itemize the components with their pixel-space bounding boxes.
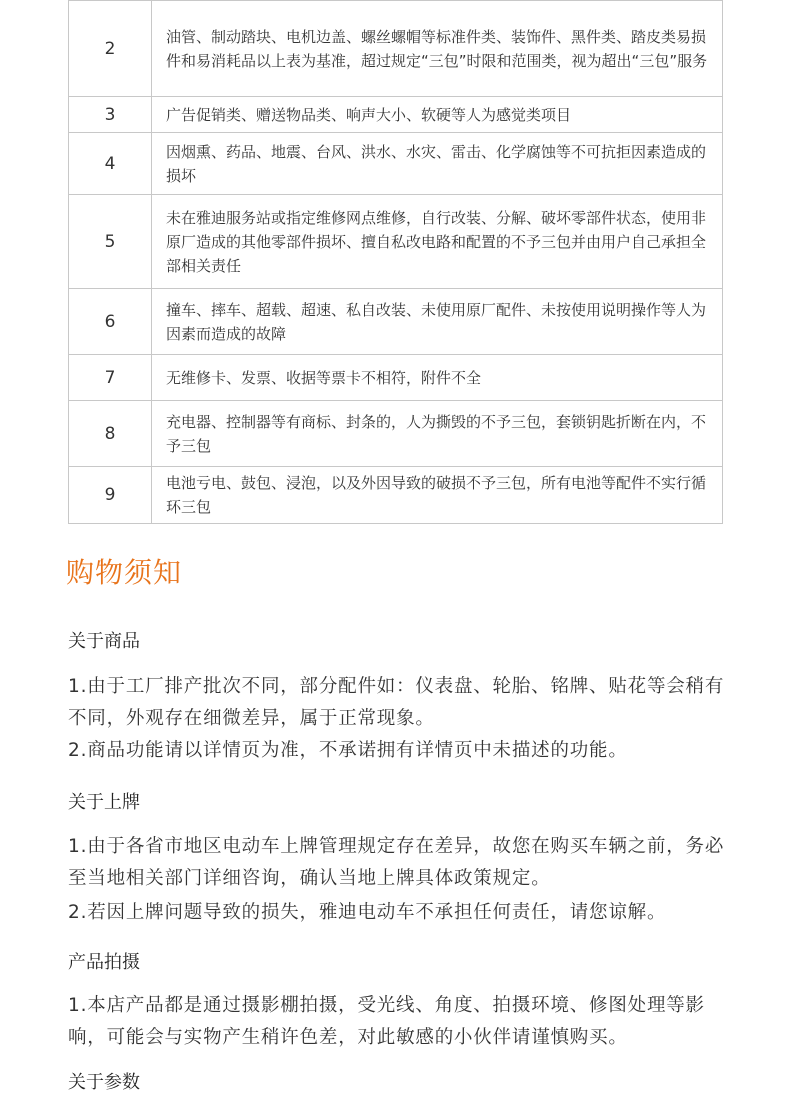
row-number: 3 bbox=[69, 97, 152, 133]
table-row bbox=[69, 195, 723, 289]
registration-note-1: 1.由于各省市地区电动车上牌管理规定存在差异，故您在购买车辆之前，务必至当地相关部门详细咨询，确认当地上牌具体政策规定。 bbox=[68, 836, 725, 889]
row-number: 9 bbox=[69, 467, 152, 524]
exclusions-table bbox=[68, 0, 723, 524]
product-note-2: 2.商品功能请以详情页为准，不承诺拥有详情页中未描述的功能。 bbox=[68, 740, 628, 761]
table-row bbox=[69, 467, 723, 524]
row-number: 8 bbox=[69, 401, 152, 467]
table-row bbox=[69, 355, 723, 401]
row-description: 因烟熏、药品、地震、台风、洪水、水灾、雷击、化学腐蚀等不可抗拒因素造成的损坏 bbox=[152, 133, 723, 195]
registration-note-2: 2.若因上牌问题导致的损失，雅迪电动车不承担任何责任，请您谅解。 bbox=[68, 902, 667, 923]
table-row bbox=[69, 133, 723, 195]
notice-heading: 购物须知 bbox=[66, 556, 183, 589]
row-description: 油管、制动踏块、电机边盖、螺丝螺帽等标准件类、装饰件、黑件类、踏皮类易损件和易消耗品以上表为基准，超过规定“三包”时限和范围类，视为超出“三包”服务 bbox=[152, 1, 723, 97]
row-description: 未在雅迪服务站或指定维修网点维修，自行改装、分解、破坏零部件状态，使用非原厂造成的其他零部件损坏、擅自私改电路和配置的不予三包并由用户自己承担全部相关责任 bbox=[152, 195, 723, 289]
row-number: 2 bbox=[69, 1, 152, 97]
row-number: 6 bbox=[69, 289, 152, 355]
section-title-registration: 关于上牌 bbox=[68, 792, 140, 813]
row-number: 5 bbox=[69, 195, 152, 289]
row-description: 电池亏电、鼓包、浸泡，以及外因导致的破损不予三包，所有电池等配件不实行循环三包 bbox=[152, 467, 723, 524]
row-description: 无维修卡、发票、收据等票卡不相符，附件不全 bbox=[152, 355, 723, 401]
row-number: 4 bbox=[69, 133, 152, 195]
section-title-parameters: 关于参数 bbox=[68, 1072, 140, 1093]
table-row bbox=[69, 401, 723, 467]
table-row bbox=[69, 97, 723, 133]
section-title-photography: 产品拍摄 bbox=[68, 952, 140, 973]
product-note-1: 1.由于工厂排产批次不同，部分配件如：仪表盘、轮胎、铭牌、贴花等会稍有不同，外观存在细微差异，属于正常现象。 bbox=[68, 676, 725, 729]
section-title-product: 关于商品 bbox=[68, 631, 140, 652]
row-description: 广告促销类、赠送物品类、响声大小、软硬等人为感觉类项目 bbox=[152, 97, 723, 133]
photography-note-1: 1.本店产品都是通过摄影棚拍摄，受光线、角度、拍摄环境、修图处理等影响，可能会与实物产生稍许色差，对此敏感的小伙伴请谨慎购买。 bbox=[68, 995, 705, 1048]
table-row bbox=[69, 1, 723, 97]
row-number: 7 bbox=[69, 355, 152, 401]
row-description: 撞车、摔车、超载、超速、私自改装、未使用原厂配件、未按使用说明操作等人为因素而造成的故障 bbox=[152, 289, 723, 355]
table-row bbox=[69, 289, 723, 355]
row-description: 充电器、控制器等有商标、封条的，人为撕毁的不予三包，套锁钥匙折断在内，不予三包 bbox=[152, 401, 723, 467]
